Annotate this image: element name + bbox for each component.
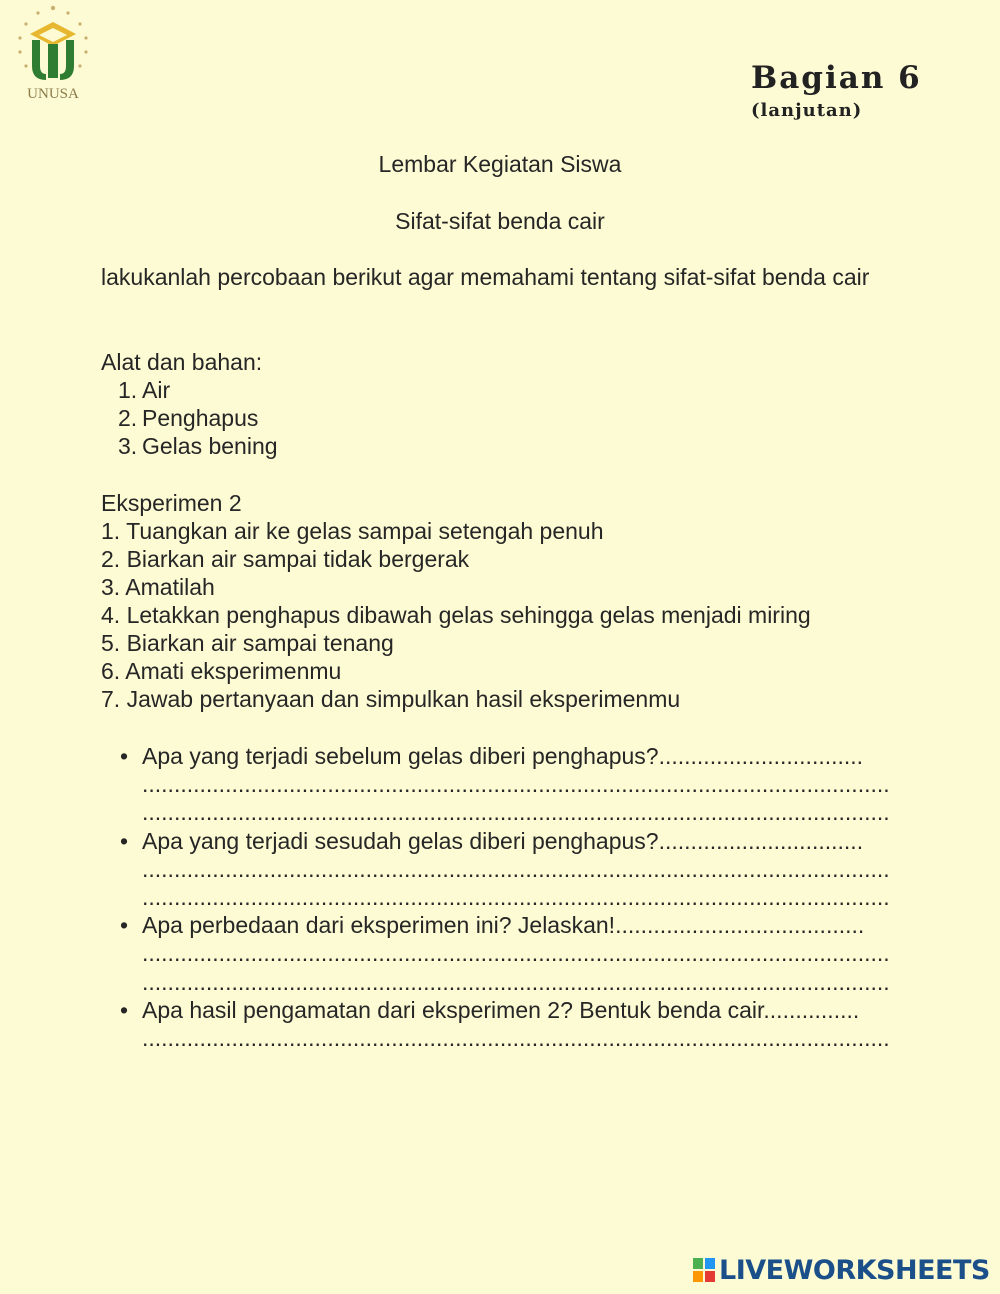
materials-list <box>118 376 278 460</box>
bullet: • <box>120 743 129 769</box>
experiment-section <box>101 489 811 713</box>
question-item <box>120 742 896 827</box>
answer-line[interactable]: ..................................................................................................................... <box>142 940 890 967</box>
liveworksheets-logo-icon <box>692 1257 716 1283</box>
answer-line[interactable]: ..................................................................................................................... <box>142 968 890 995</box>
question-text: Apa yang terjadi sesudah gelas diberi penghapus?................................ <box>142 827 864 854</box>
materials-label: Alat dan bahan: <box>101 349 263 375</box>
question-text: Apa hasil pengamatan dari eksperimen 2? Bentuk benda cair............... <box>142 996 860 1023</box>
bullet: • <box>120 996 129 1023</box>
worksheet-title: Lembar Kegiatan Siswa <box>378 151 622 177</box>
unusa-logo <box>14 4 92 104</box>
unusa-emblem-icon <box>14 4 92 86</box>
logo-text: UNUSA <box>27 86 79 102</box>
step-item: 5. Biarkan air sampai tenang <box>101 630 394 656</box>
brand-text: LIVEWORKSHEETS <box>719 1254 990 1286</box>
answer-line[interactable]: ..................................................................................................................... <box>142 884 890 911</box>
bullet: • <box>120 912 129 939</box>
question-item <box>120 996 896 1052</box>
answer-line[interactable]: ..................................................................................................................... <box>142 1025 890 1052</box>
question-item <box>120 827 896 912</box>
experiment-label: Eksperimen 2 <box>101 490 242 516</box>
step-item: 2. Biarkan air sampai tidak bergerak <box>101 546 470 572</box>
section-subtitle: (lanjutan) <box>751 100 863 121</box>
step-item: 1. Tuangkan air ke gelas sampai setengah penuh <box>101 518 604 544</box>
question-text: Apa perbedaan dari eksperimen ini? Jelaskan!....................................... <box>142 912 865 939</box>
section-title: Bagian 6 <box>751 60 922 96</box>
question-list <box>120 742 896 1052</box>
step-item: 6. Amati eksperimenmu <box>101 658 342 684</box>
step-item: 3. Amatilah <box>101 574 215 600</box>
list-item: 3. Gelas bening <box>118 433 278 459</box>
answer-line[interactable]: ..................................................................................................................... <box>142 771 890 798</box>
bullet: • <box>120 827 129 854</box>
step-item: 4. Letakkan penghapus dibawah gelas sehingga gelas menjadi miring <box>101 602 811 628</box>
answer-line[interactable]: ..................................................................................................................... <box>142 855 890 882</box>
topic-title: Sifat-sifat benda cair <box>395 208 605 234</box>
answer-line[interactable]: ..................................................................................................................... <box>142 799 890 826</box>
intro-text: lakukanlah percobaan berikut agar memahami tentang sifat-sifat benda cair <box>101 264 870 290</box>
list-item: 1. Air <box>118 377 171 403</box>
liveworksheets-brand[interactable] <box>692 1252 990 1288</box>
list-item: 2. Penghapus <box>118 405 259 431</box>
question-text: Apa yang terjadi sebelum gelas diberi penghapus?................................ <box>142 743 864 769</box>
step-item: 7. Jawab pertanyaan dan simpulkan hasil eksperimenmu <box>101 686 681 712</box>
question-item <box>120 911 896 996</box>
